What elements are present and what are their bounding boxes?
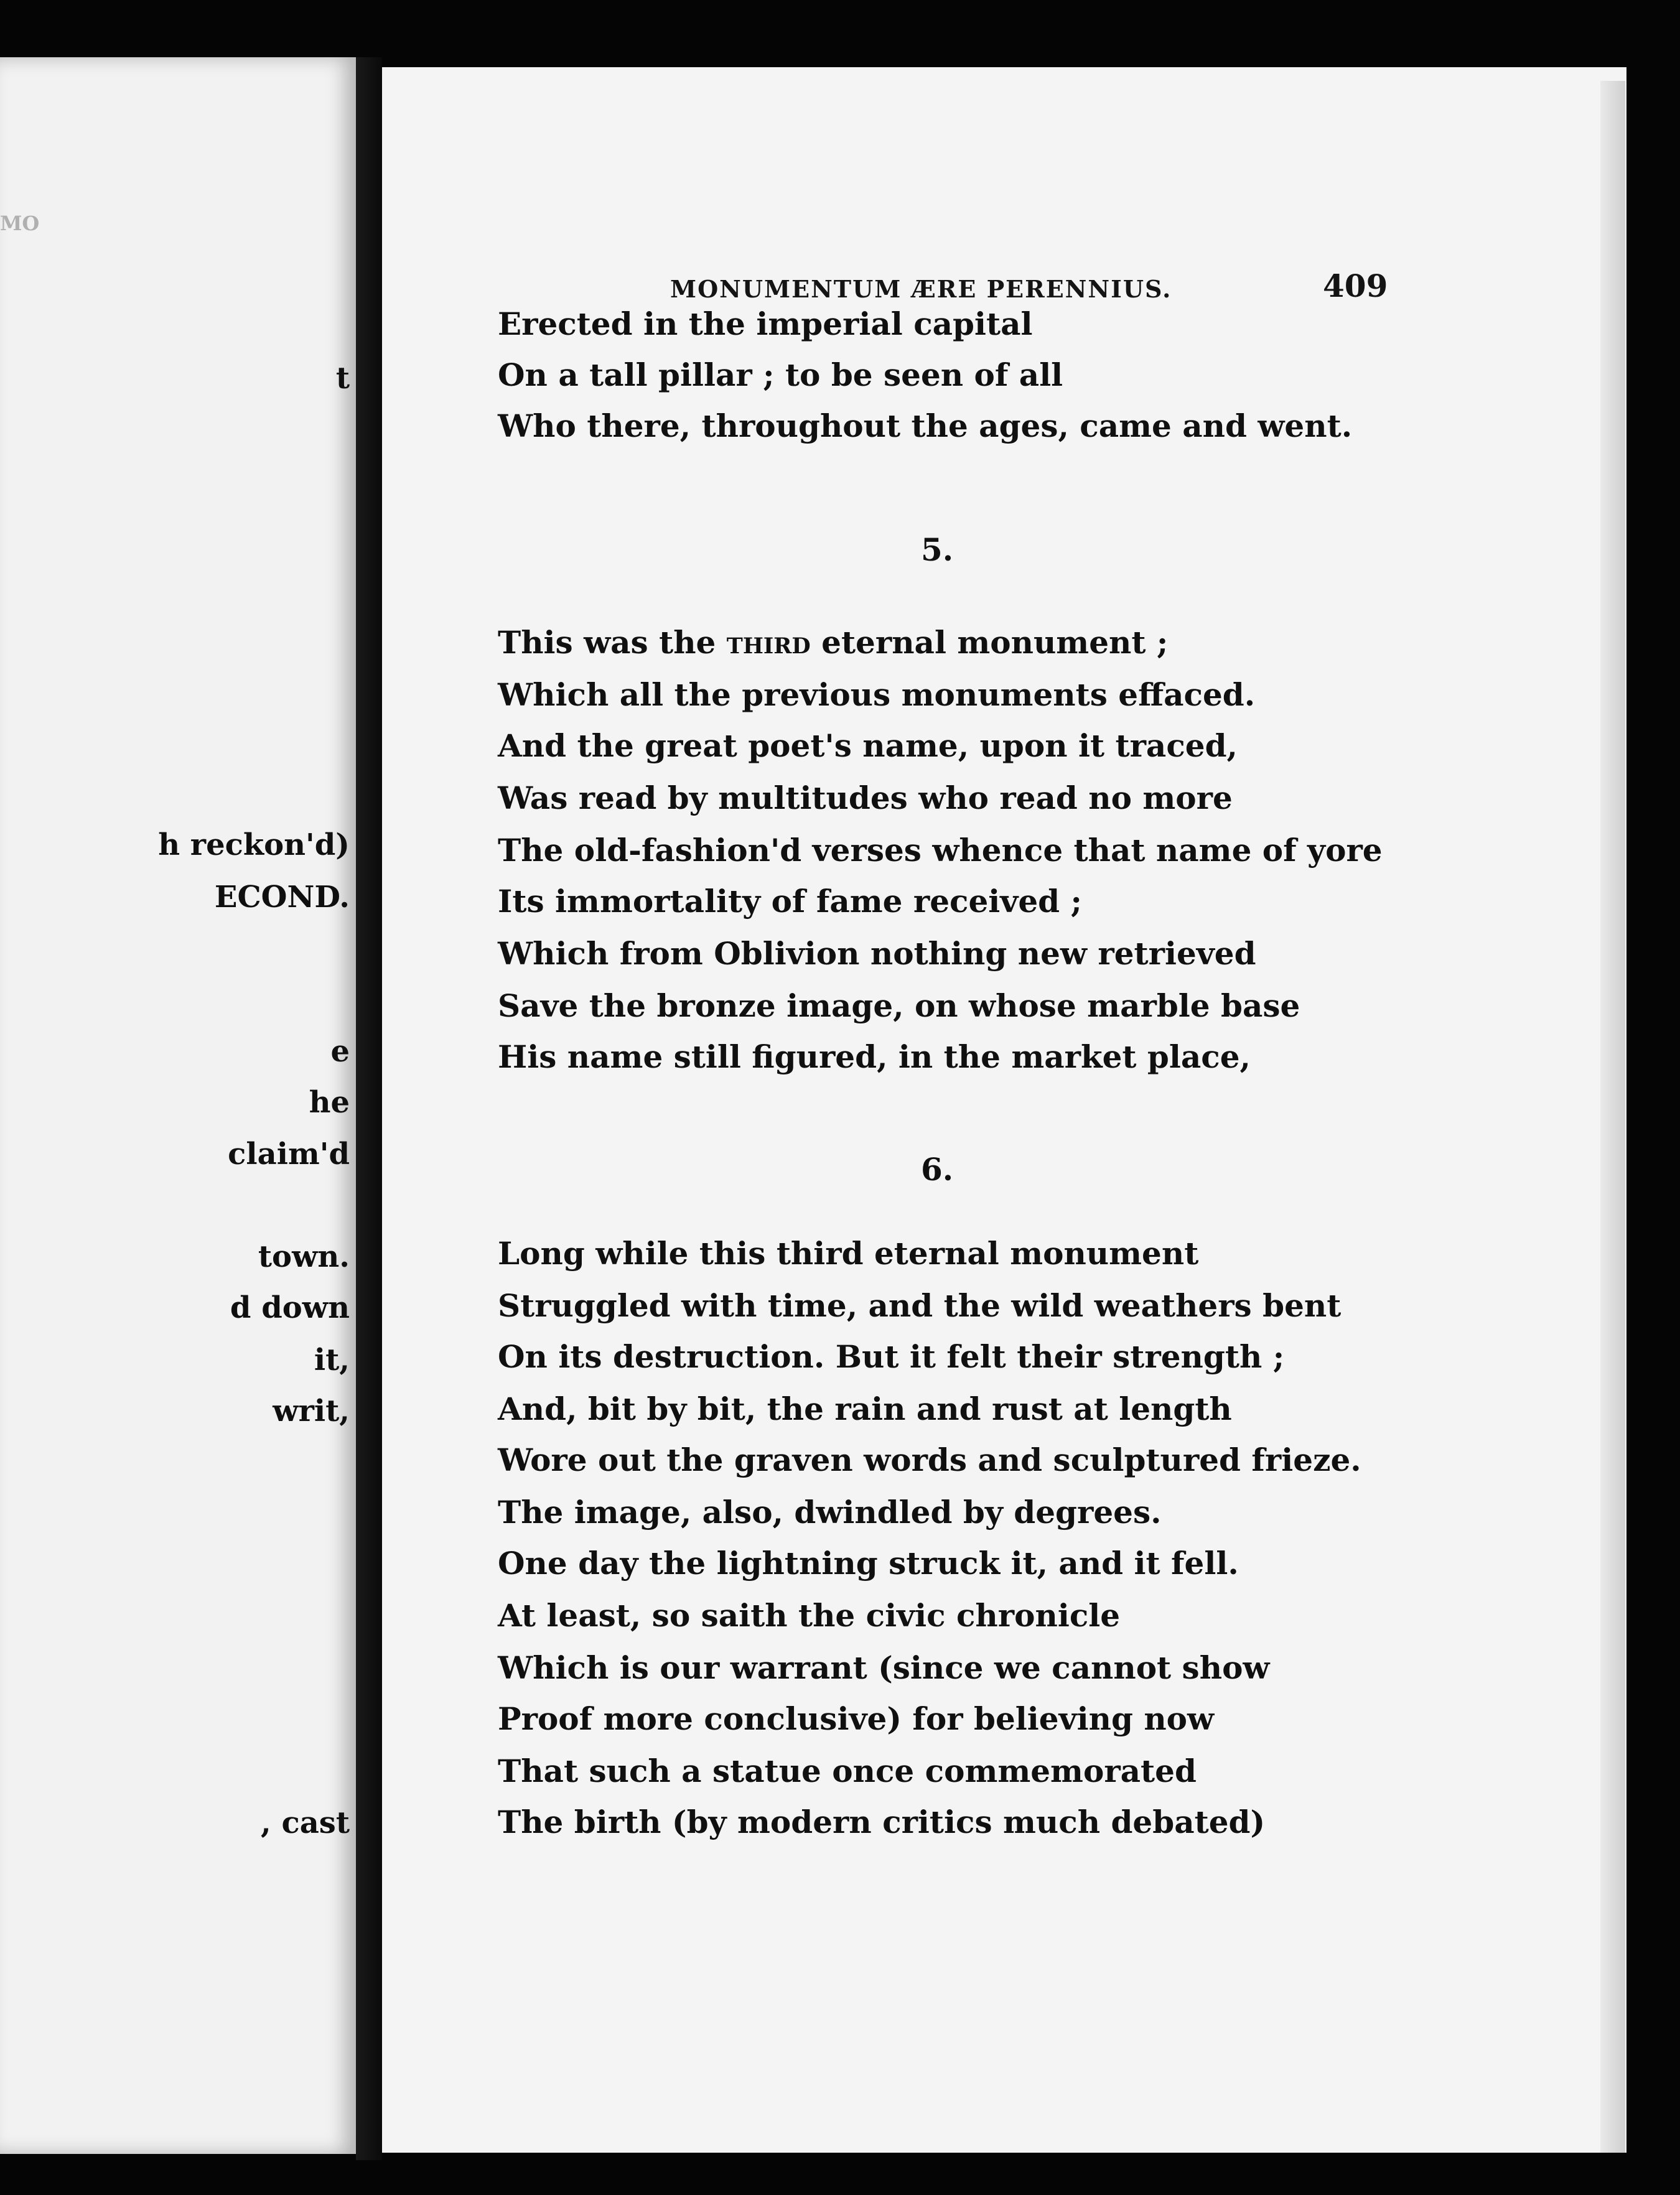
verse-line: One day the lightning struck it, and it fell. [498, 1545, 1239, 1582]
left-page [0, 57, 356, 2154]
verse-line: Struggled with time, and the wild weathers bent [498, 1287, 1342, 1324]
left-fragment: ECOND. [214, 880, 350, 915]
verse-line: The birth (by modern critics much debated) [498, 1804, 1266, 1840]
verse-line: That such a statue once commemorated [498, 1753, 1197, 1789]
page-gutter [356, 57, 382, 2160]
right-page [382, 67, 1626, 2153]
verse-text: This was the [498, 624, 727, 661]
left-fragment: town. [258, 1239, 350, 1274]
verse-line: Who there, throughout the ages, came and went. [498, 408, 1353, 444]
verse-line [498, 624, 1169, 661]
verse-line: The old-fashion'd verses whence that name of yore [498, 832, 1383, 869]
verse-line: Erected in the imperial capital [498, 305, 1033, 342]
verse-line: His name still figured, in the market place, [498, 1038, 1251, 1075]
left-fragment: , cast [261, 1806, 350, 1840]
verse-line: At least, so saith the civic chronicle [498, 1597, 1121, 1634]
left-fragment: it, [314, 1343, 350, 1377]
section-number: 5. [921, 531, 954, 568]
page-edge-shadow [1600, 81, 1625, 2153]
verse-line: Was read by multitudes who read no more [498, 780, 1233, 816]
verse-line: Long while this third eternal monument [498, 1235, 1199, 1272]
verse-line: Which is our warrant (since we cannot show [498, 1649, 1270, 1686]
left-fragment: e [330, 1034, 350, 1069]
verse-line: On a tall pillar ; to be seen of all [498, 357, 1063, 393]
verse-line: Its immortality of fame received ; [498, 883, 1082, 920]
section-number: 6. [921, 1151, 954, 1188]
left-fragment: claim'd [228, 1137, 350, 1172]
verse-line: Wore out the graven words and sculptured frieze. [498, 1442, 1361, 1478]
left-running-title-bleed: MO [0, 212, 40, 235]
verse-line: Proof more conclusive) for believing now [498, 1700, 1215, 1737]
verse-line: The image, also, dwindled by degrees. [498, 1494, 1162, 1531]
verse-line: And the great poet's name, upon it traced, [498, 727, 1238, 764]
verse-line: Which from Oblivion nothing new retrieved [498, 935, 1256, 972]
verse-text: eternal monument ; [810, 624, 1169, 661]
verse-small-caps: third [726, 624, 811, 661]
running-title: MONUMENTUM ÆRE PERENNIUS. [670, 275, 1172, 303]
verse-line: And, bit by bit, the rain and rust at length [498, 1391, 1232, 1427]
left-fragment: h reckon'd) [158, 827, 350, 862]
verse-line: Save the bronze image, on whose marble base [498, 987, 1300, 1024]
verse-line: On its destruction. But it felt their strength ; [498, 1338, 1285, 1375]
left-fragment: d down [230, 1290, 350, 1325]
left-fragment: t [335, 361, 350, 396]
left-fragment: writ, [273, 1394, 350, 1428]
verse-line: Which all the previous monuments effaced. [498, 676, 1256, 713]
page-number: 409 [1323, 268, 1388, 304]
left-fragment: he [309, 1085, 350, 1120]
